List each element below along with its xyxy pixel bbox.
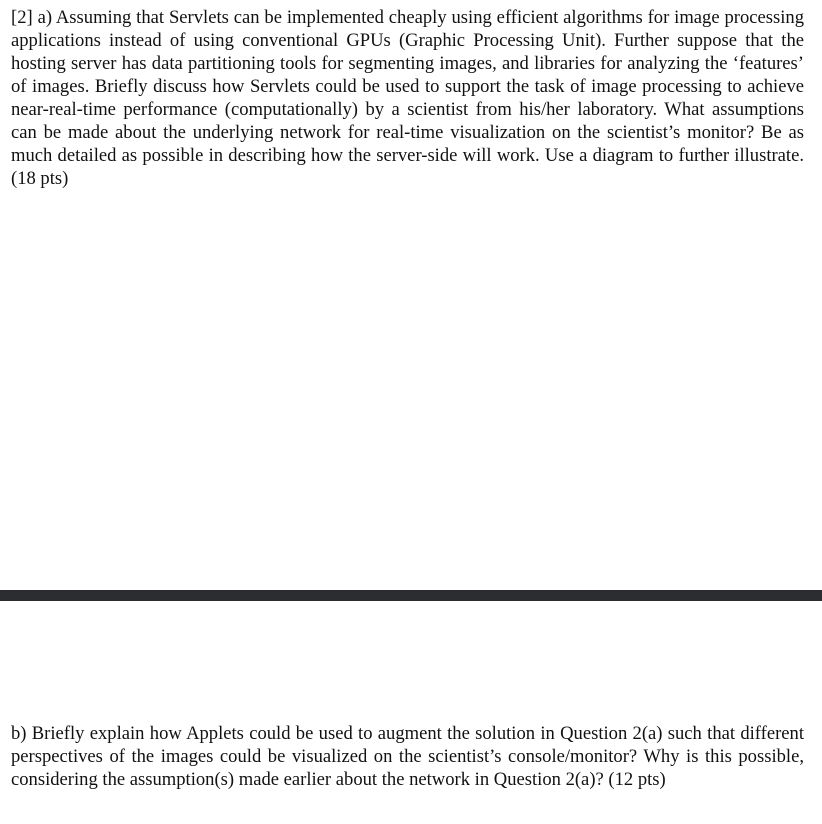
page-divider (0, 590, 822, 601)
question-2a-text: [2] a) Assuming that Servlets can be implemented cheaply using efficient algorithms for image processing applications instead of using conventional GPUs (Graphic Processing Unit). Further suppose that the hosting server has data partitioning tools for segmenting images, and libraries for analyzing the ‘features’ of images. Briefly discuss how Servlets could be used to support the task of image processing to achieve near-real-time performance (computationally) by a scientist from his/her laboratory. What assumptions can be made about the underlying network for real-time visualization on the scientist’s monitor? Be as much detailed as possible in describing how the server-side will work. Use a diagram to further illustrate. (18 pts) (11, 7, 804, 189)
question-2b-text: b) Briefly explain how Applets could be used to augment the solution in Question 2(a) such that different perspectives of the images could be visualized on the scientist’s console/monitor? Why is this possible, considering the assumption(s) made earlier about the network in Question 2(a)? (12 pts) (11, 723, 804, 790)
